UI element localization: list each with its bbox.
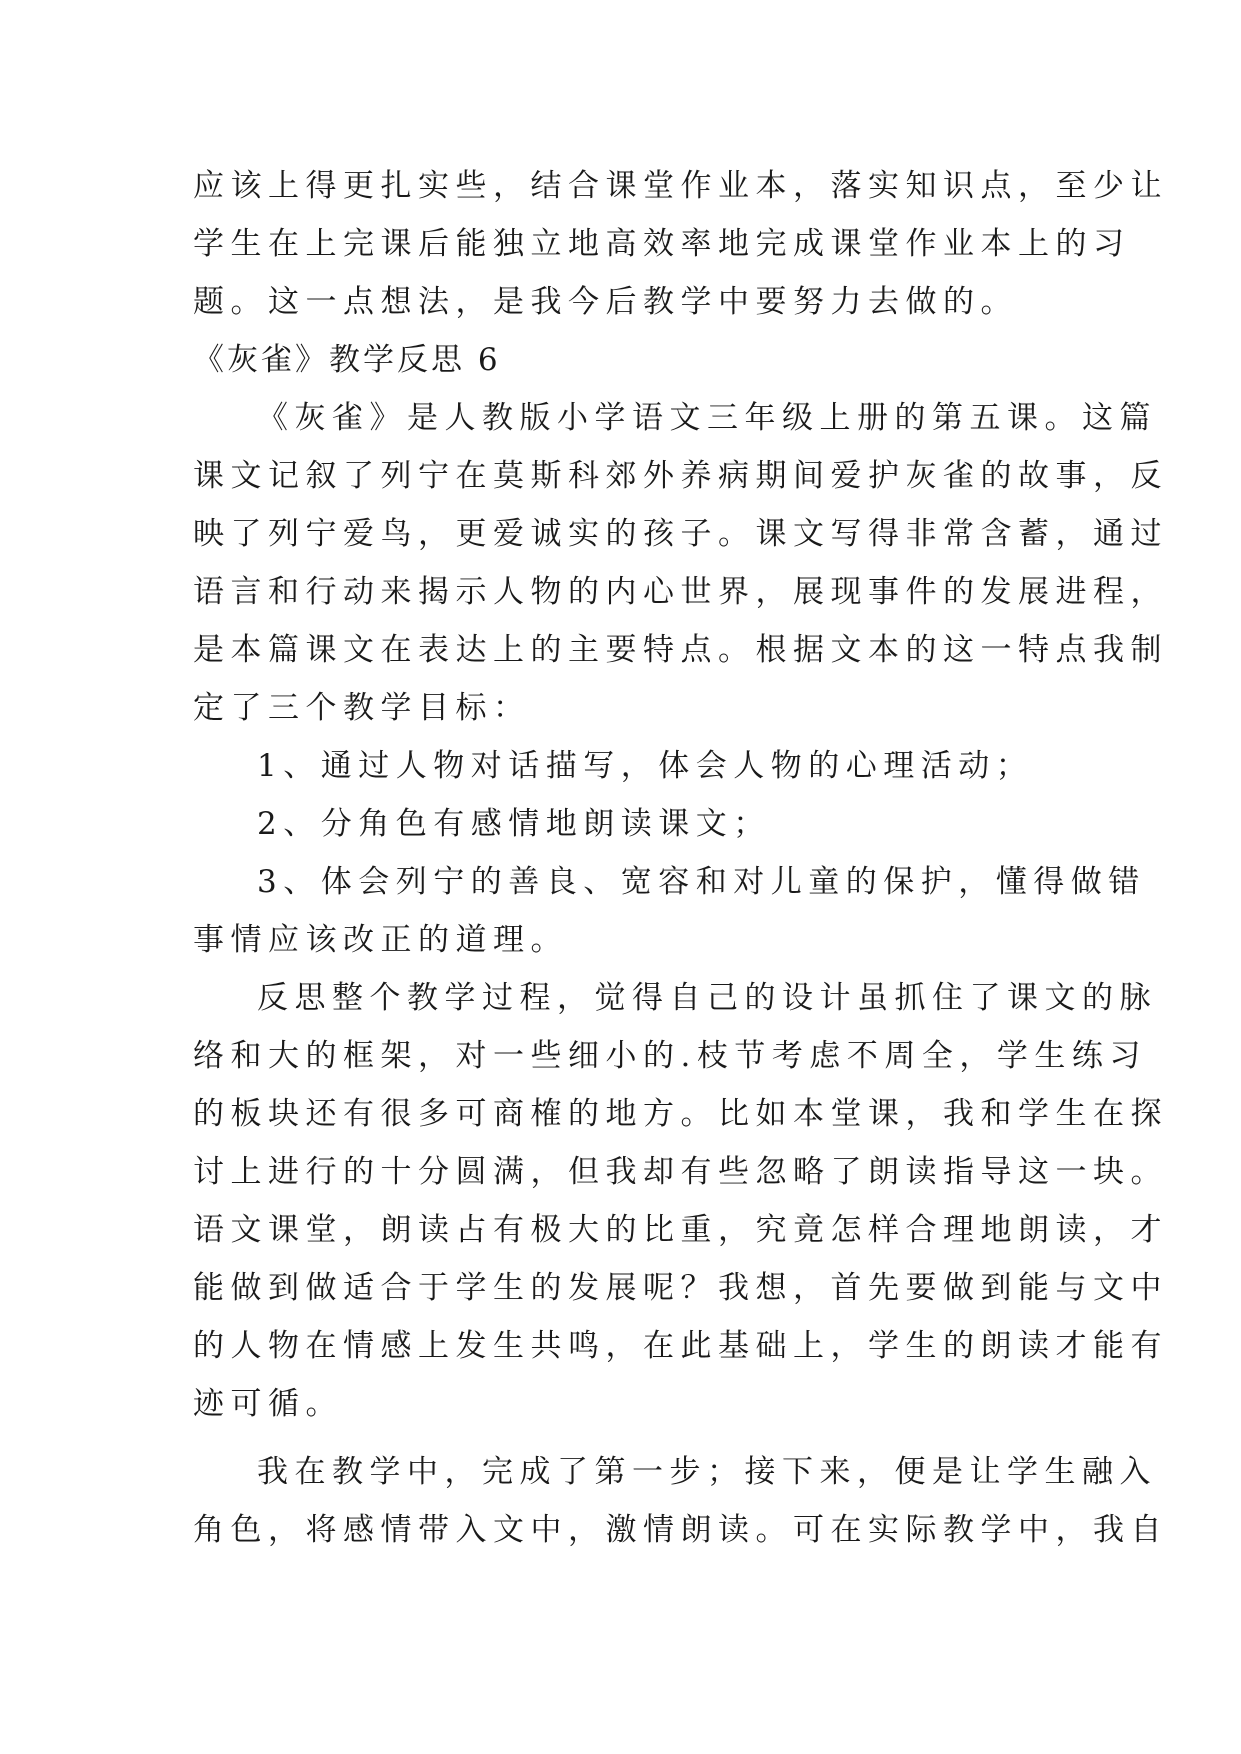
text-line: 课文记叙了列宁在莫斯科郊外养病期间爱护灰雀的故事，反	[193, 458, 1168, 494]
list-item: 2、分角色有感情地朗读课文；	[257, 806, 771, 842]
text-line: 角色，将感情带入文中，激情朗读。可在实际教学中，我自	[193, 1512, 1168, 1548]
text-line: 题。这一点想法，是我今后教学中要努力去做的。	[193, 284, 1018, 320]
text-line: 事情应该改正的道理。	[193, 922, 568, 958]
text-line: 能做到做适合于学生的发展呢？我想，首先要做到能与文中	[193, 1270, 1168, 1306]
text-line: 讨上进行的十分圆满，但我却有些忽略了朗读指导这一块。	[193, 1154, 1168, 1190]
text-line: 学生在上完课后能独立地高效率地完成课堂作业本上的习	[193, 226, 1131, 262]
text-line: 我在教学中，完成了第一步；接下来，便是让学生融入	[257, 1454, 1157, 1490]
text-line: 语文课堂，朗读占有极大的比重，究竟怎样合理地朗读，才	[193, 1212, 1168, 1248]
text-line: 的人物在情感上发生共鸣，在此基础上，学生的朗读才能有	[193, 1328, 1168, 1364]
text-line: 应该上得更扎实些，结合课堂作业本，落实知识点，至少让	[193, 168, 1168, 204]
list-item: 3、体会列宁的善良、宽容和对儿童的保护，懂得做错	[257, 864, 1146, 900]
text-line: 映了列宁爱鸟，更爱诚实的孩子。课文写得非常含蓄，通过	[193, 516, 1168, 552]
list-item: 1、通过人物对话描写，体会人物的心理活动；	[257, 748, 1034, 784]
text-line: 络和大的框架，对一些细小的.枝节考虑不周全，学生练习	[193, 1038, 1147, 1074]
text-line: 是本篇课文在表达上的主要特点。根据文本的这一特点我制	[193, 632, 1168, 668]
text-line: 定了三个教学目标：	[193, 690, 531, 726]
text-line: 反思整个教学过程，觉得自己的设计虽抓住了课文的脉	[257, 980, 1157, 1016]
section-heading: 《灰雀》教学反思 6	[193, 342, 501, 378]
text-line: 语言和行动来揭示人物的内心世界，展现事件的发展进程，	[193, 574, 1168, 610]
text-line: 的板块还有很多可商榷的地方。比如本堂课，我和学生在探	[193, 1096, 1168, 1132]
text-line: 迹可循。	[193, 1386, 343, 1422]
text-line: 《灰雀》是人教版小学语文三年级上册的第五课。这篇	[257, 400, 1157, 436]
